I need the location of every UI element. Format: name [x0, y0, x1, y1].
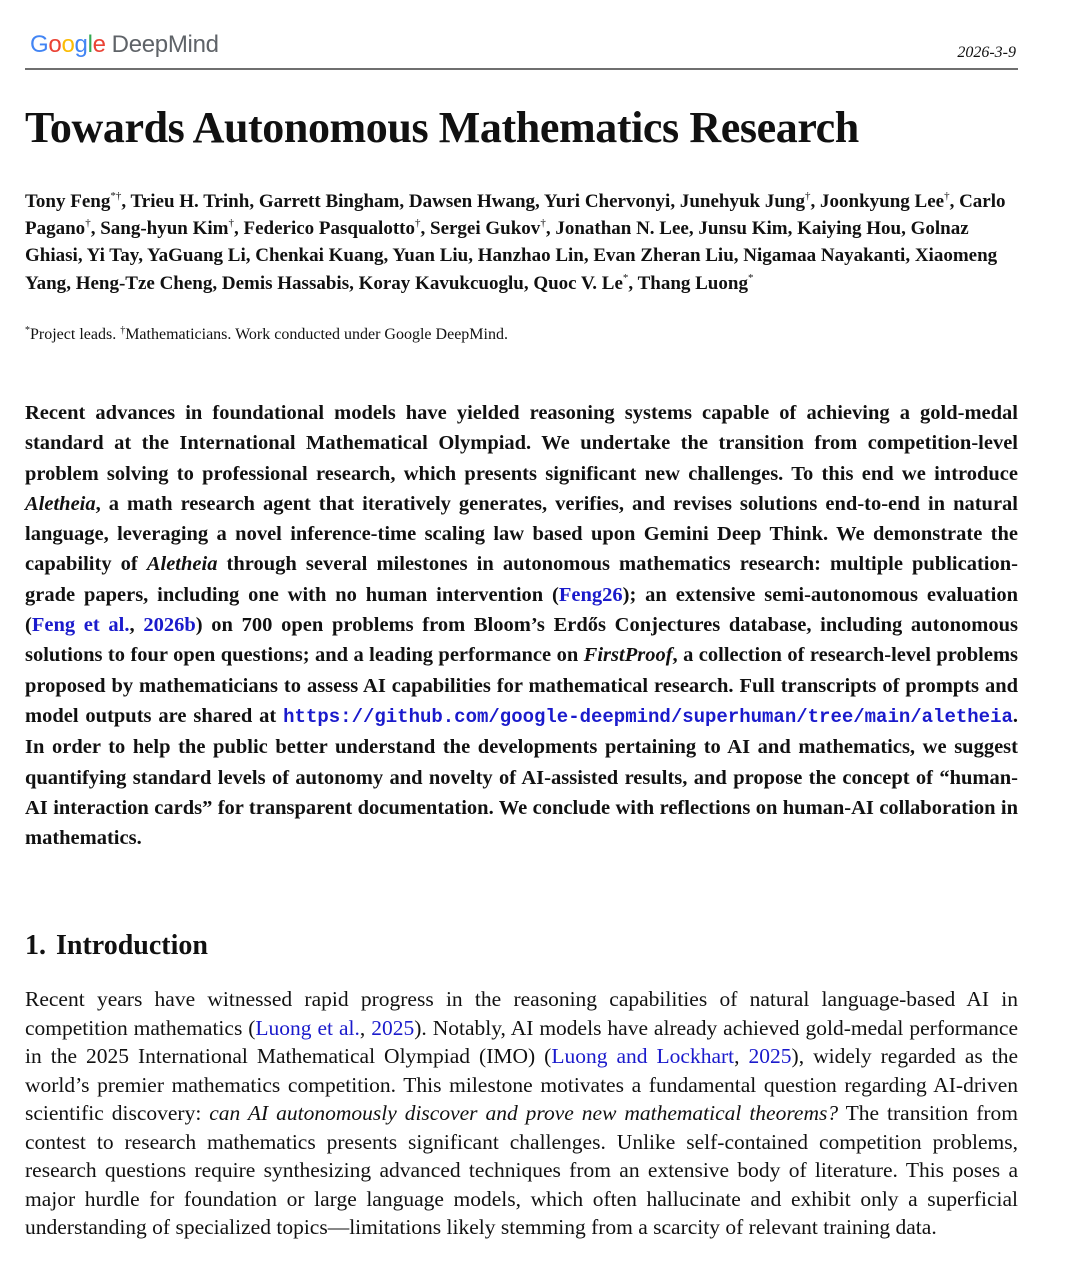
author-name	[820, 191, 950, 212]
author-text: Koray Kavukcuoglu	[358, 272, 524, 294]
author-footnote-mark: †	[228, 217, 234, 230]
abstract-text: , a collection of research-level problems proposed by mathematicians to assess AI capabilities for mathematical research. Full transcripts of prompts and model outputs are shared at	[25, 644, 1018, 727]
google-deepmind-logo	[30, 31, 219, 59]
author-text: Jonathan N. Lee	[555, 218, 689, 240]
author-text: Xiaomeng Yang	[25, 245, 998, 294]
author-text: Chenkai Kuang	[255, 245, 384, 267]
author-text: YaGuang Li	[147, 245, 246, 267]
author-text: Yuan Liu	[392, 245, 469, 267]
logo-letter: l	[87, 31, 93, 58]
author-name	[259, 191, 400, 212]
research-question: can AI autonomously discover and prove new mathematical theorems?	[209, 1101, 839, 1125]
author-name	[25, 191, 121, 212]
author-name	[638, 273, 754, 294]
author-text: Nigamaa Nayakanti	[743, 245, 906, 267]
author-footnote-mark: †	[944, 190, 950, 202]
author-footnote-mark: †	[85, 217, 91, 230]
author-name	[222, 273, 349, 294]
author-name	[87, 245, 139, 266]
author-footnote-mark: *†	[110, 190, 122, 202]
author-text: Dawsen Hwang	[408, 191, 536, 212]
system-name: Aletheia	[25, 492, 96, 515]
system-name: Aletheia	[146, 553, 218, 576]
author-name	[392, 245, 468, 266]
author-name	[555, 218, 689, 239]
citation-separator: ,	[129, 614, 144, 637]
citation-separator: ,	[359, 1015, 372, 1040]
logo-letter: o	[48, 31, 62, 58]
logo-letter: G	[30, 31, 49, 58]
author-text: Kaiying Hou	[797, 218, 902, 240]
benchmark-name: FirstProof	[583, 644, 673, 667]
logo-letter: e	[92, 31, 106, 58]
author-text: Trieu H. Trinh	[130, 191, 250, 212]
citation-link-feng-year[interactable]: 2026b	[143, 614, 196, 637]
body-text: Recent years have witnessed rapid progress in the reasoning capabilities of natural language-based AI in competition mathematics (	[25, 987, 1018, 1040]
author-footnote-mark: †	[415, 217, 421, 230]
author-text: Hanzhao Lin	[477, 245, 584, 267]
abstract-text: ) on 700 open problems from Bloom’s Erdős Conjectures database, including autonomous solutions to four open questions; and a leading performance on	[25, 614, 1019, 667]
abstract-text: through several milestones in autonomous mathematics research: multiple publication-grade papers, including one with no human intervention (	[25, 553, 1018, 606]
introduction-paragraph	[25, 985, 1018, 1242]
author-text: Carlo Pagano	[25, 191, 1006, 240]
logo-product-name: DeepMind	[111, 31, 219, 58]
paper-title: Towards Autonomous Mathematics Research	[25, 103, 859, 152]
author-name	[797, 218, 901, 239]
footnote-mark: †	[120, 325, 126, 336]
author-name	[478, 245, 584, 266]
citation-link-luong-et-al[interactable]: Luong et al.	[255, 1015, 360, 1040]
author-footnote-mark: †	[540, 217, 546, 230]
author-name	[593, 245, 733, 266]
affiliation-text: Project leads.	[30, 326, 121, 343]
abstract-text: . In order to help the public better understand the developments pertaining to AI and mathematics, we suggest quantifying standard levels of autonomy and novelty of AI-assisted results, and propose the concept of “human-AI interaction cards” for transparent documentation. We conclude with reflections on human-AI collaboration in mathematics.	[25, 704, 1018, 850]
author-text: Junehyuk Jung	[679, 191, 805, 212]
author-text: Golnaz Ghiasi	[25, 218, 969, 267]
author-text: Tony Feng	[25, 191, 111, 212]
affiliation-note	[25, 326, 508, 344]
author-footnote-mark: *	[747, 271, 754, 284]
author-footnote-mark: †	[805, 190, 811, 202]
author-name	[243, 218, 420, 239]
author-name	[255, 245, 383, 266]
author-text: Quoc V. Le	[533, 272, 623, 294]
author-name	[100, 218, 234, 239]
author-name	[76, 273, 213, 294]
citation-link-luong-lockhart-year[interactable]: 2025	[748, 1044, 792, 1068]
author-name	[544, 191, 671, 212]
affiliation-text: Mathematicians. Work conducted under Google DeepMind.	[125, 326, 508, 343]
section-title: Introduction	[56, 930, 208, 961]
author-text: Joonkyung Lee	[820, 191, 945, 212]
section-heading-introduction	[25, 926, 208, 966]
footnote-mark: *	[25, 325, 30, 336]
github-url-link[interactable]: https://github.com/google-deepmind/superhuman/tree/main/aletheia	[283, 705, 1013, 728]
author-name	[131, 191, 250, 212]
citation-link-luong-lockhart[interactable]: Luong and Lockhart	[551, 1044, 735, 1068]
citation-link-feng-et-al[interactable]: Feng et al.	[31, 614, 130, 637]
abstract-text: ); an extensive semi-autonomous evaluation (	[25, 583, 1018, 637]
author-name	[743, 245, 905, 266]
author-list: Tony Feng*†, Trieu H. Trinh, Garrett Bingham, Dawsen Hwang, Yuri Chervonyi, Junehyuk Jung†, Joonkyung Lee†, Carlo Pagano†, Sang-hyun Kim†, Federico Pasqualotto†, Sergei Gukov†, Jonathan N. Lee, Junsu Kim, Kaiying Hou, Golnaz Ghiasi, Yi Tay, YaGuang Li, Chenkai Kuang, Yuan Liu, Hanzhao Lin, Evan Zheran Liu, Nigamaa Nayakanti, Xiaomeng Yang, Heng-Tze Cheng, Demis Hassabis, Koray Kavukcuoglu, Quoc V. Le*, Thang Luong*	[25, 190, 1006, 294]
logo-letter: o	[61, 31, 75, 58]
author-name	[698, 218, 787, 239]
author-name	[409, 191, 535, 212]
citation-link-feng26[interactable]: Feng26	[558, 583, 623, 606]
author-text: Demis Hassabis	[221, 272, 350, 294]
author-text: Sergei Gukov	[430, 218, 541, 240]
author-name	[430, 218, 546, 239]
section-number: 1.	[25, 930, 46, 961]
body-text: The transition from contest to research mathematics presents significant challenges. Unlike self-contained competition problems, research questions require synthesizing advanced techniques from an extensive body of literature. This poses a major hurdle for foundation or large language models, which often hallucinate and exhibit only a superficial understanding of specialized topics—limitations likely stemming from a scarcity of relevant training data.	[25, 1101, 1018, 1239]
abstract-text: Recent advances in foundational models have yielded reasoning systems capable of achieving a gold-medal standard at the International Mathematical Olympiad. We undertake the transition from competition-level problem solving to professional research, which presents significant new challenges. To this end we introduce	[25, 402, 1018, 485]
author-text: Thang Luong	[637, 272, 748, 294]
page-header	[25, 28, 1018, 70]
author-text: Garrett Bingham	[258, 191, 400, 212]
author-text: Yuri Chervonyi	[543, 191, 671, 212]
citation-link-luong-et-al-year[interactable]: 2025	[371, 1015, 415, 1040]
author-text: Yi Tay	[86, 245, 139, 267]
author-text: Junsu Kim	[698, 218, 788, 240]
author-text: Sang-hyun Kim	[100, 218, 229, 240]
abstract	[25, 398, 1018, 853]
author-name	[359, 273, 524, 294]
body-text: ). Notably, AI models have already achieved gold-medal performance in the 2025 International Mathematical Olympiad (IMO) (	[25, 1015, 1018, 1068]
author-footnote-mark: *	[622, 271, 629, 284]
author-text: Federico Pasqualotto	[243, 218, 415, 240]
body-text: ), widely regarded as the world’s premier mathematics competition. This milestone motivates a fundamental question regarding AI-driven scientific discovery:	[25, 1044, 1018, 1125]
author-name	[533, 273, 628, 294]
abstract-text: , a math research agent that iteratively generates, verifies, and revises solutions end-to-end in natural language, leveraging a novel inference-time scaling law based upon Gemini Deep Think. We demonstrate the capability of	[25, 492, 1018, 576]
author-text: Heng-Tze Cheng	[75, 272, 213, 294]
author-text: Evan Zheran Liu	[593, 245, 734, 267]
author-name	[680, 191, 811, 212]
logo-letter: g	[74, 31, 88, 58]
publication-date: 2026-3-9	[957, 44, 1016, 61]
header-divider	[25, 68, 1018, 70]
citation-separator: ,	[734, 1044, 749, 1068]
author-name	[147, 245, 246, 266]
